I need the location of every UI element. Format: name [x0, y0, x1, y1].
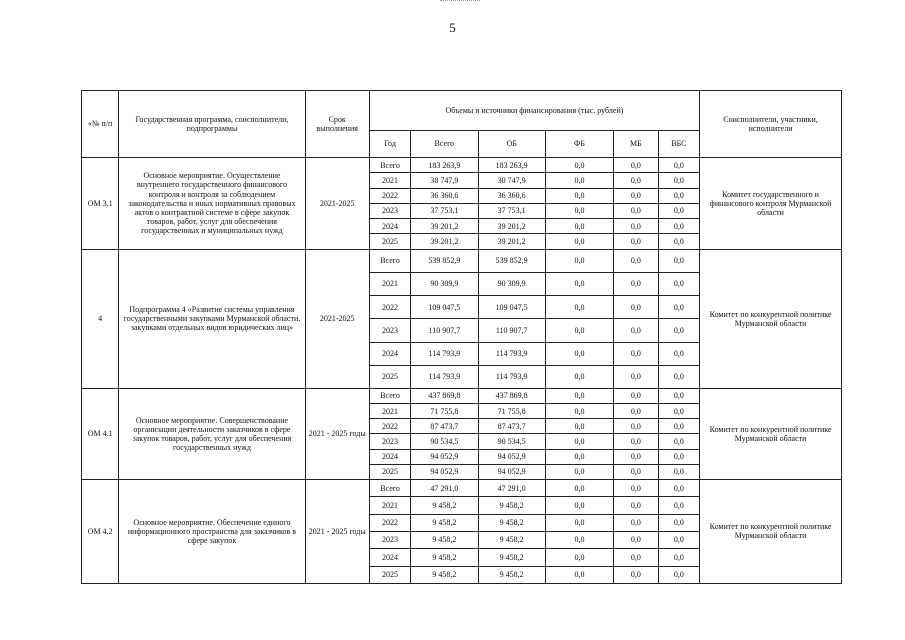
ob-cell: 39 201,2	[478, 219, 545, 234]
year-cell: 2022	[369, 514, 410, 531]
ob-cell: 109 047,5	[478, 296, 545, 319]
header-term: Срок выполнения	[305, 91, 369, 158]
mb-cell: 0,0	[614, 272, 659, 295]
total-cell: 90 534,5	[411, 434, 478, 449]
vbs-cell: 0,0	[658, 497, 699, 514]
mb-cell: 0,0	[614, 404, 659, 419]
header-total: Всего	[411, 131, 478, 158]
mb-cell: 0,0	[614, 296, 659, 319]
total-cell: 9 458,2	[411, 497, 478, 514]
vbs-cell: 0,0	[658, 219, 699, 234]
total-cell: 9 458,2	[411, 549, 478, 566]
vbs-cell: 0,0	[658, 531, 699, 548]
total-cell: 30 747,9	[411, 173, 478, 188]
fb-cell: 0,0	[545, 566, 613, 583]
vbs-cell: 0,0	[658, 566, 699, 583]
fb-cell: 0,0	[545, 419, 613, 434]
mb-cell: 0,0	[614, 531, 659, 548]
fb-cell: 0,0	[545, 365, 613, 388]
year-cell: 2024	[369, 549, 410, 566]
fb-cell: 0,0	[545, 234, 613, 249]
fb-cell: 0,0	[545, 449, 613, 464]
table-row	[82, 158, 842, 173]
fb-cell: 0,0	[545, 531, 613, 548]
fb-cell: 0,0	[545, 434, 613, 449]
ob-cell: 9 458,2	[478, 549, 545, 566]
year-cell: 2021	[369, 173, 410, 188]
vbs-cell: 0,0	[658, 158, 699, 173]
row-number: ОМ 4.2	[82, 480, 119, 584]
year-cell: Всего	[369, 158, 410, 173]
year-cell: 2022	[369, 296, 410, 319]
mb-cell: 0,0	[614, 480, 659, 497]
ob-cell: 94 052,9	[478, 464, 545, 479]
table-row	[82, 388, 842, 403]
scan-top-mark	[440, 0, 480, 4]
ob-cell: 94 052,9	[478, 449, 545, 464]
term-cell: 2021-2025	[305, 249, 369, 388]
executor-cell: Комитет государственного и финансового контроля Мурманской области	[700, 158, 842, 250]
term-cell: 2021 - 2025 годы	[305, 480, 369, 584]
vbs-cell: 0,0	[658, 249, 699, 272]
ob-cell: 110 907,7	[478, 319, 545, 342]
total-cell: 437 869,8	[411, 388, 478, 403]
vbs-cell: 0,0	[658, 514, 699, 531]
table-row	[82, 249, 842, 272]
total-cell: 9 458,2	[411, 514, 478, 531]
total-cell: 114 793,9	[411, 365, 478, 388]
mb-cell: 0,0	[614, 188, 659, 203]
year-cell: Всего	[369, 480, 410, 497]
total-cell: 39 201,2	[411, 234, 478, 249]
vbs-cell: 0,0	[658, 449, 699, 464]
year-cell: 2025	[369, 234, 410, 249]
program-description: Основное мероприятие. Совершенствование организации деятельности заказчиков в сфере закупок товаров, работ, услуг для обеспечения государственных нужд	[119, 388, 305, 479]
fb-cell: 0,0	[545, 549, 613, 566]
fb-cell: 0,0	[545, 173, 613, 188]
vbs-cell: 0,0	[658, 296, 699, 319]
header-executors: Соисполнители, участники, исполнители	[700, 91, 842, 158]
year-cell: 2021	[369, 272, 410, 295]
mb-cell: 0,0	[614, 449, 659, 464]
table-row	[82, 480, 842, 497]
total-cell: 47 291,0	[411, 480, 478, 497]
mb-cell: 0,0	[614, 158, 659, 173]
year-cell: 2023	[369, 319, 410, 342]
ob-cell: 39 201,2	[478, 234, 545, 249]
ob-cell: 90 309,9	[478, 272, 545, 295]
mb-cell: 0,0	[614, 566, 659, 583]
vbs-cell: 0,0	[658, 388, 699, 403]
year-cell: 2023	[369, 434, 410, 449]
ob-cell: 90 534,5	[478, 434, 545, 449]
fb-cell: 0,0	[545, 342, 613, 365]
vbs-cell: 0,0	[658, 434, 699, 449]
total-cell: 114 793,9	[411, 342, 478, 365]
ob-cell: 437 869,8	[478, 388, 545, 403]
vbs-cell: 0,0	[658, 173, 699, 188]
ob-cell: 37 753,1	[478, 203, 545, 218]
vbs-cell: 0,0	[658, 404, 699, 419]
ob-cell: 183 263,9	[478, 158, 545, 173]
year-cell: 2024	[369, 342, 410, 365]
fb-cell: 0,0	[545, 319, 613, 342]
fb-cell: 0,0	[545, 388, 613, 403]
fb-cell: 0,0	[545, 203, 613, 218]
header-fb: ФБ	[545, 131, 613, 158]
fb-cell: 0,0	[545, 249, 613, 272]
row-number: ОМ 3.1	[82, 158, 119, 250]
year-cell: 2022	[369, 419, 410, 434]
year-cell: 2023	[369, 203, 410, 218]
mb-cell: 0,0	[614, 319, 659, 342]
header-year: Год	[369, 131, 410, 158]
total-cell: 71 755,8	[411, 404, 478, 419]
fb-cell: 0,0	[545, 404, 613, 419]
vbs-cell: 0,0	[658, 342, 699, 365]
year-cell: 2022	[369, 188, 410, 203]
mb-cell: 0,0	[614, 434, 659, 449]
ob-cell: 9 458,2	[478, 497, 545, 514]
total-cell: 110 907,7	[411, 319, 478, 342]
fb-cell: 0,0	[545, 497, 613, 514]
program-description: Подпрограмма 4 «Развитие системы управления государственными закупками Мурманской области, закупками отдельных видов юридических лиц»	[119, 249, 305, 388]
mb-cell: 0,0	[614, 249, 659, 272]
total-cell: 109 047,5	[411, 296, 478, 319]
ob-cell: 87 473,7	[478, 419, 545, 434]
year-cell: 2025	[369, 365, 410, 388]
header-vbs: ВБС	[658, 131, 699, 158]
vbs-cell: 0,0	[658, 234, 699, 249]
mb-cell: 0,0	[614, 419, 659, 434]
ob-cell: 30 747,9	[478, 173, 545, 188]
fb-cell: 0,0	[545, 158, 613, 173]
header-financing: Объемы и источники финансирования (тыс. рублей)	[369, 91, 699, 131]
program-description: Основное мероприятие. Осуществление внутреннего государственного финансового контроля и контроля за соблюдением законодательства и иных нормативных правовых актов о контрактной системе в сфере закупок товаров, работ, услуг для обеспечения государственных и муниципальных нужд	[119, 158, 305, 250]
program-description: Основное мероприятие. Обеспечение единого информационного пространства для заказчиков в сфере закупок	[119, 480, 305, 584]
total-cell: 37 753,1	[411, 203, 478, 218]
mb-cell: 0,0	[614, 388, 659, 403]
year-cell: Всего	[369, 388, 410, 403]
vbs-cell: 0,0	[658, 549, 699, 566]
vbs-cell: 0,0	[658, 272, 699, 295]
table-body	[82, 158, 842, 584]
vbs-cell: 0,0	[658, 188, 699, 203]
mb-cell: 0,0	[614, 464, 659, 479]
ob-cell: 114 793,9	[478, 365, 545, 388]
ob-cell: 539 852,9	[478, 249, 545, 272]
fb-cell: 0,0	[545, 464, 613, 479]
total-cell: 539 852,9	[411, 249, 478, 272]
mb-cell: 0,0	[614, 514, 659, 531]
total-cell: 36 360,6	[411, 188, 478, 203]
year-cell: 2024	[369, 219, 410, 234]
ob-cell: 9 458,2	[478, 566, 545, 583]
fb-cell: 0,0	[545, 514, 613, 531]
total-cell: 39 201,2	[411, 219, 478, 234]
term-cell: 2021 - 2025 годы	[305, 388, 369, 479]
executor-cell: Комитет по конкурентной политике Мурманской области	[700, 388, 842, 479]
mb-cell: 0,0	[614, 219, 659, 234]
vbs-cell: 0,0	[658, 319, 699, 342]
ob-cell: 9 458,2	[478, 531, 545, 548]
year-cell: 2021	[369, 404, 410, 419]
mb-cell: 0,0	[614, 173, 659, 188]
header-program: Государственная программа, соисполнители, подпрограммы	[119, 91, 305, 158]
fb-cell: 0,0	[545, 219, 613, 234]
mb-cell: 0,0	[614, 497, 659, 514]
year-cell: Всего	[369, 249, 410, 272]
ob-cell: 114 793,9	[478, 342, 545, 365]
total-cell: 94 052,9	[411, 464, 478, 479]
total-cell: 183 263,9	[411, 158, 478, 173]
vbs-cell: 0,0	[658, 365, 699, 388]
total-cell: 9 458,2	[411, 531, 478, 548]
page-number: 5	[449, 20, 456, 35]
vbs-cell: 0,0	[658, 203, 699, 218]
fb-cell: 0,0	[545, 296, 613, 319]
header-mb: МБ	[614, 131, 659, 158]
ob-cell: 9 458,2	[478, 514, 545, 531]
fb-cell: 0,0	[545, 272, 613, 295]
total-cell: 9 458,2	[411, 566, 478, 583]
header-ob: ОБ	[478, 131, 545, 158]
mb-cell: 0,0	[614, 203, 659, 218]
vbs-cell: 0,0	[658, 419, 699, 434]
total-cell: 87 473,7	[411, 419, 478, 434]
year-cell: 2023	[369, 531, 410, 548]
term-cell: 2021-2025	[305, 158, 369, 250]
ob-cell: 36 360,6	[478, 188, 545, 203]
mb-cell: 0,0	[614, 234, 659, 249]
total-cell: 94 052,9	[411, 449, 478, 464]
executor-cell: Комитет по конкурентной политике Мурманской области	[700, 480, 842, 584]
row-number: ОМ 4.1	[82, 388, 119, 479]
vbs-cell: 0,0	[658, 464, 699, 479]
year-cell: 2024	[369, 449, 410, 464]
header-num: «№ п/п	[82, 91, 119, 158]
fb-cell: 0,0	[545, 480, 613, 497]
ob-cell: 47 291,0	[478, 480, 545, 497]
mb-cell: 0,0	[614, 342, 659, 365]
year-cell: 2025	[369, 566, 410, 583]
mb-cell: 0,0	[614, 365, 659, 388]
ob-cell: 71 755,8	[478, 404, 545, 419]
total-cell: 90 309,9	[411, 272, 478, 295]
vbs-cell: 0,0	[658, 480, 699, 497]
financing-table	[81, 90, 842, 584]
row-number: 4	[82, 249, 119, 388]
year-cell: 2025	[369, 464, 410, 479]
executor-cell: Комитет по конкурентной политике Мурманской области	[700, 249, 842, 388]
mb-cell: 0,0	[614, 549, 659, 566]
year-cell: 2021	[369, 497, 410, 514]
fb-cell: 0,0	[545, 188, 613, 203]
